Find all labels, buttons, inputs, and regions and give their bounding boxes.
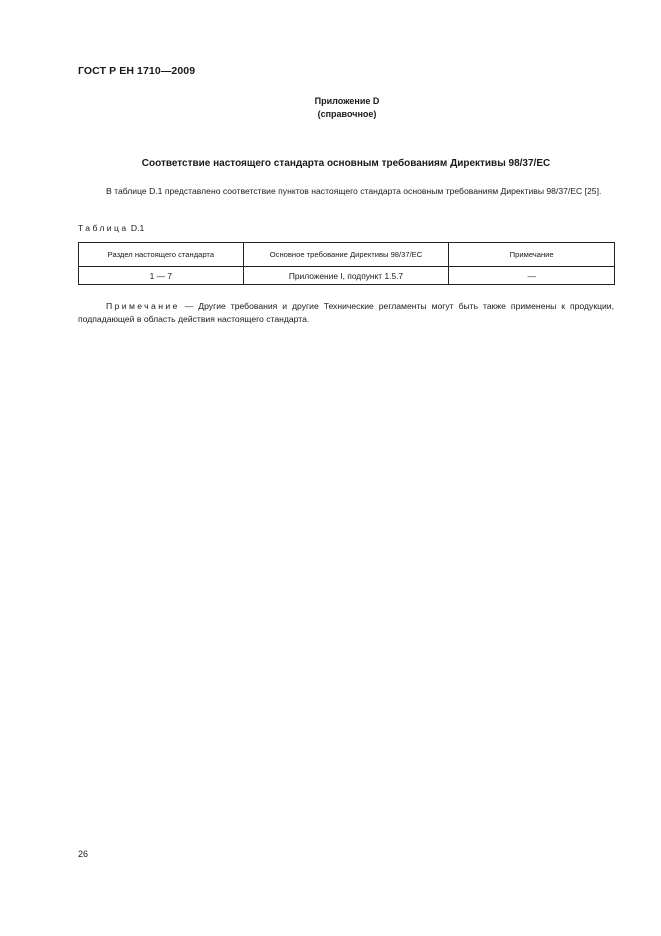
table-caption — [78, 223, 144, 233]
table-header-cell: Примечание — [449, 243, 615, 267]
table-header-cell: Основное требование Директивы 98/37/ЕС — [243, 243, 449, 267]
table-cell: — — [449, 267, 615, 285]
appendix-title: Приложение D — [314, 96, 380, 106]
correspondence-table — [78, 242, 615, 285]
note-text: — Другие требования и другие Технические регламенты могут быть также применены к продукции, подпадающей в область действия настоящего стандарта. — [78, 301, 614, 324]
intro-paragraph-text: В таблице D.1 представлено соответствие пунктов настоящего стандарта основным требованиям Директивы 98/37/ЕС [25]. — [106, 186, 602, 196]
table-cell: Приложение I, подпункт 1.5.7 — [243, 267, 449, 285]
table-header-row — [79, 243, 615, 267]
table-cell: 1 — 7 — [79, 267, 244, 285]
note-label: Примечание — [106, 301, 180, 311]
page-number: 26 — [78, 849, 89, 859]
note-paragraph — [78, 300, 614, 326]
table-caption-number: D.1 — [130, 223, 145, 233]
document-standard-code: ГОСТ Р ЕН 1710—2009 — [78, 65, 196, 77]
table-header-cell: Раздел настоящего стандарта — [79, 243, 244, 267]
table-row — [79, 267, 615, 285]
appendix-type: (справочное) — [317, 109, 377, 119]
table-caption-label: Таблица — [78, 223, 129, 233]
section-title: Соответствие настоящего стандарта основным требованиям Директивы 98/37/ЕС — [141, 158, 551, 169]
intro-paragraph — [78, 185, 614, 198]
appendix-heading — [0, 95, 661, 121]
